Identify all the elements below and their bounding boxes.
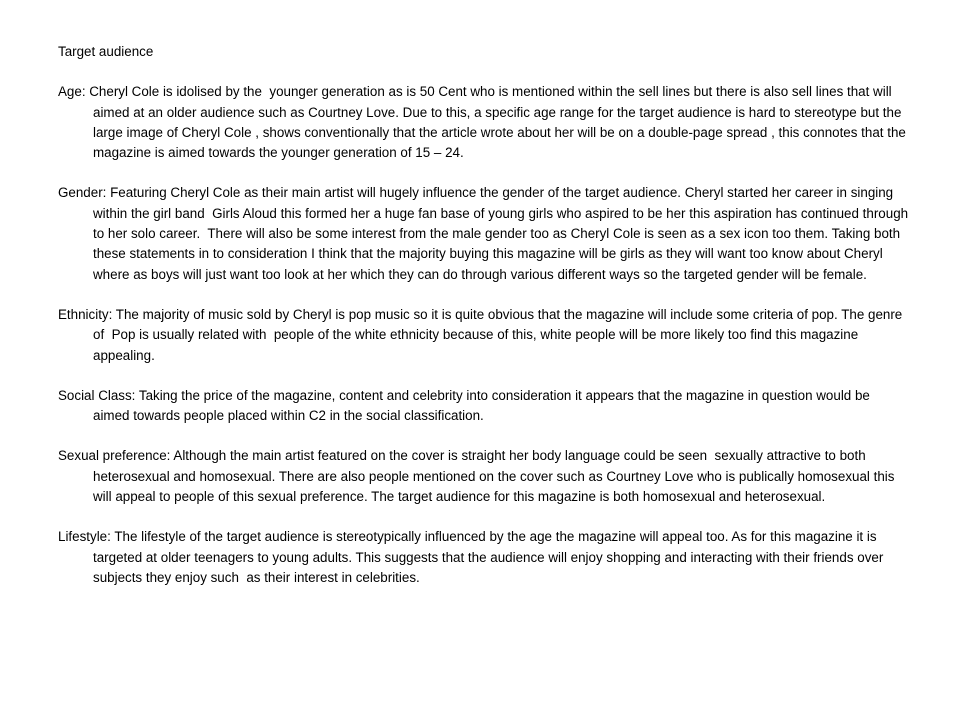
paragraph-sexual-preference: Sexual preference: Although the main artist featured on the cover is straight her body language could be seen sexually attractive to both heterosexual and homosexual. There are also people mentioned on the cover such as Courtney Love who is publically homosexual this will appeal to people of this sexual preference. The target audience for this magazine is both homosexual and heterosexual. [58, 448, 899, 505]
paragraph-ethnicity: Ethnicity: The majority of music sold by Cheryl is pop music so it is quite obvious that the magazine will include some criteria of pop. The genre of Pop is usually related with people of the white ethnicity because of this, white people will be more likely too find this magazine appealing. [58, 306, 906, 363]
paragraph-social-class: Social Class: Taking the price of the magazine, content and celebrity into consideration it appears that the magazine in question would be aimed towards people placed within C2 in the social classification. [58, 387, 874, 424]
document-page [58, 42, 910, 608]
paragraph-age: Age: Cheryl Cole is idolised by the younger generation as is 50 Cent who is mentioned within the sell lines but there is also sell lines that will aimed at an older audience such as Courtney Love. Due to this, a specific age range for the target audience is hard to stereotype but the large image of Cheryl Cole , shows conventionally that the article wrote about her will be on a double-page spread , this connotes that the magazine is aimed towards the younger generation of 15 – 24. [58, 84, 910, 161]
document-title: Target audience [58, 44, 154, 59]
paragraph-gender: Gender: Featuring Cheryl Cole as their main artist will hugely influence the gender of the target audience. Cheryl started her career in singing within the girl band Girls Aloud this formed her a huge fan base of young girls who aspired to be her this aspiration has continued through to her solo career. There will also be some interest from the male gender too as Cheryl Cole is seen as a sex icon too them. Taking both these statements in to consideration I think that the majority buying this magazine will be girls as they will want too know about Cheryl where as boys will just want too look at her which they can do through various different ways so the targeted gender will be female. [58, 185, 912, 282]
paragraph-lifestyle: Lifestyle: The lifestyle of the target audience is stereotypically influenced by the age the magazine will appeal too. As for this magazine it is targeted at older teenagers to young adults. This suggests that the audience will enjoy shopping and interacting with their friends over subjects they enjoy such as their interest in celebrities. [58, 529, 888, 585]
